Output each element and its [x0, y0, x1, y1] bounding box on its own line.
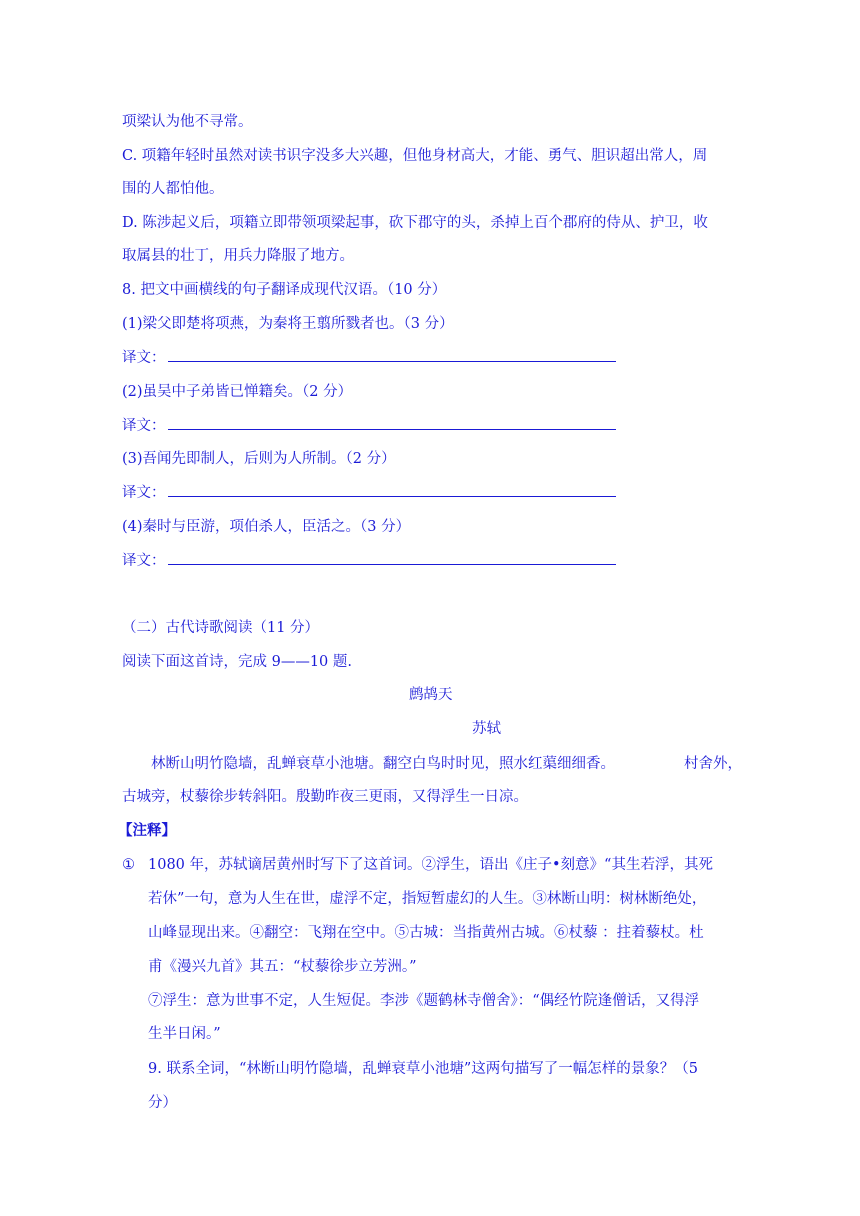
- sentence-2: (2)虽吴中子弟皆已惮籍矣。（2 分）: [122, 384, 353, 400]
- poem-line-1: 林断山明竹隐墙，乱蝉衰草小池塘。翻空白鸟时时见，照水红蕖细细香。: [151, 756, 615, 772]
- translation-row-1[interactable]: [122, 348, 616, 368]
- instruction: 阅读下面这首诗，完成 9——10 题.: [122, 654, 353, 670]
- answer-blank[interactable]: [168, 349, 616, 362]
- translation-row-3[interactable]: [122, 483, 616, 503]
- sentence-1: (1)梁父即楚将项燕，为秦将王翦所戮者也。（3 分）: [122, 316, 454, 332]
- text-line: 项梁认为他不寻常。: [122, 114, 253, 130]
- note-line-5: ⑦浮生：意为世事不定，人生短促。李涉《题鹤林寺僧舍》：“偶经竹院逢僧话，又得浮: [148, 993, 700, 1009]
- answer-blank[interactable]: [168, 552, 616, 565]
- section-heading: （二）古代诗歌阅读（11 分）: [122, 620, 320, 636]
- translation-row-2[interactable]: [122, 416, 616, 436]
- translation-label: 译文：: [122, 485, 166, 501]
- question-9-line1: 9. 联系全词，“林断山明竹隐墙，乱蝉衰草小池塘”这两句描写了一幅怎样的景象？（5: [148, 1061, 698, 1077]
- poem-line-1-end: 村舍外，: [684, 756, 742, 772]
- poem-line-2: 古城旁，杖藜徐步转斜阳。殷勤昨夜三更雨，又得浮生一日凉。: [122, 789, 528, 805]
- question-8: 8. 把文中画横线的句子翻译成现代汉语。（10 分）: [122, 282, 447, 298]
- option-d-line2: 取属县的壮丁，用兵力降服了地方。: [122, 248, 354, 264]
- notes-header: 【注释】: [118, 822, 176, 839]
- note-line-1: 1080 年，苏轼谪居黄州时写下了这首词。②浮生，语出《庄子•刻意》“其生若浮，其死: [148, 857, 713, 873]
- question-9-line2: 分）: [148, 1095, 177, 1111]
- translation-label: 译文：: [122, 553, 166, 569]
- note-marker: ①: [122, 857, 135, 873]
- translation-row-4[interactable]: [122, 551, 616, 571]
- poem-title: 鹧鸪天: [409, 687, 453, 703]
- answer-blank[interactable]: [168, 484, 616, 497]
- poem-author: 苏轼: [472, 721, 501, 737]
- translation-label: 译文：: [122, 418, 166, 434]
- option-c-line1: C. 项籍年轻时虽然对读书识字没多大兴趣，但他身材高大，才能、勇气、胆识超出常人，周: [122, 148, 708, 164]
- answer-blank[interactable]: [168, 417, 616, 430]
- translation-label: 译文：: [122, 350, 166, 366]
- sentence-3: (3)吾闻先即制人，后则为人所制。（2 分）: [122, 451, 396, 467]
- note-line-3: 山峰显现出来。④翻空：飞翔在空中。⑤古城：当指黄州古城。⑥杖藜 ：拄着藜杖。杜: [148, 925, 704, 941]
- note-line-2: 若休”一句，意为人生在世，虚浮不定，指短暂虚幻的人生。③林断山明：树林断绝处，: [148, 891, 707, 907]
- note-line-6: 生半日闲。”: [148, 1026, 221, 1042]
- option-d-line1: D. 陈涉起义后，项籍立即带领项梁起事，砍下郡守的头，杀掉上百个郡府的侍从、护卫，收: [122, 215, 708, 231]
- option-c-line2: 围的人都怕他。: [122, 181, 224, 197]
- note-line-4: 甫《漫兴九首》其五：“杖藜徐步立芳洲。”: [148, 959, 417, 975]
- sentence-4: (4)秦时与臣游，项伯杀人，臣活之。（3 分）: [122, 519, 411, 535]
